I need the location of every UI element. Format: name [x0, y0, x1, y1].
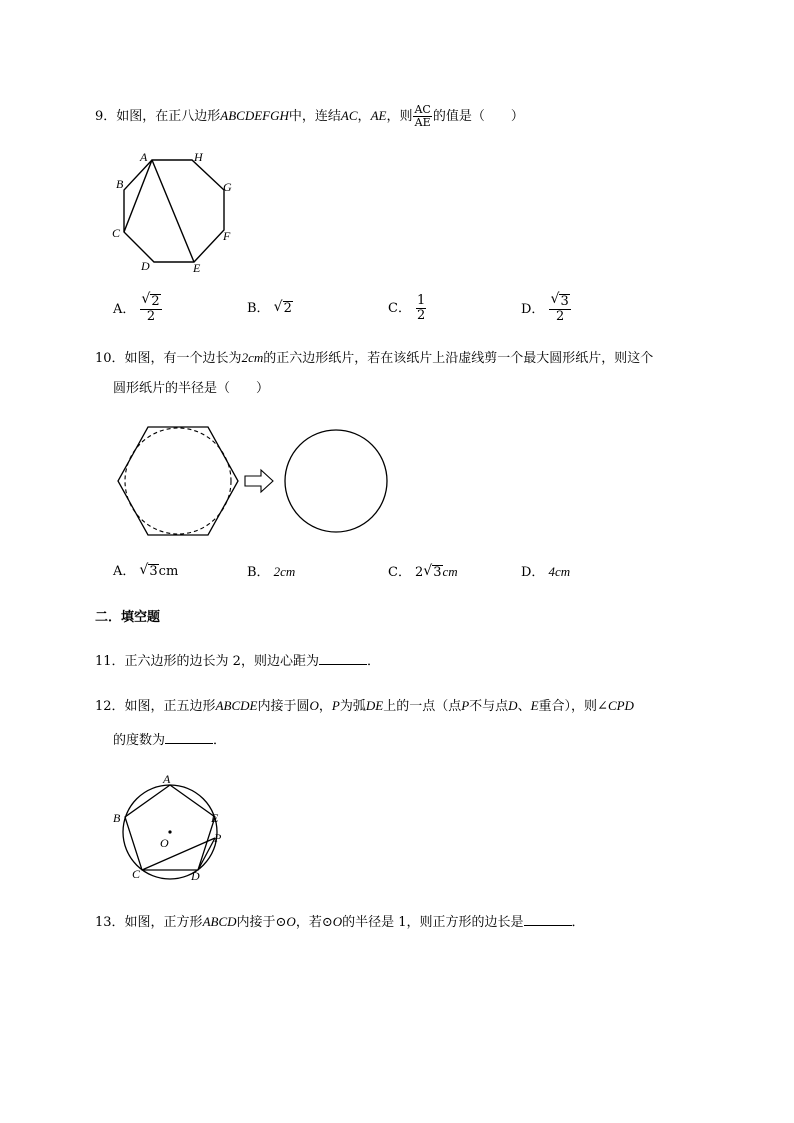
- q9-option-c[interactable]: C． $\frac{1}{2}$: [388, 293, 426, 323]
- octagon-shape: [124, 160, 224, 262]
- q10-option-c[interactable]: C． 2 √ 3cm: [388, 563, 458, 580]
- q9-ratio-fraction: $\frac{AC}{AE}$: [414, 103, 431, 129]
- label-c: C: [112, 226, 121, 240]
- label-b: B: [113, 811, 121, 825]
- pentagon-figure: [108, 770, 228, 890]
- q12-number: 12．: [95, 699, 125, 714]
- inscribed-dashed-circle: [125, 428, 231, 534]
- q13-number: 13．: [95, 915, 125, 930]
- label-p: P: [214, 831, 222, 845]
- label-h: H: [194, 150, 203, 164]
- q10-stem-line2: 圆形纸片的半径是（ ）: [113, 381, 270, 396]
- q9-option-b[interactable]: B． √ 2: [247, 299, 292, 316]
- hexagon-figure: [115, 425, 405, 545]
- q13-answer-blank[interactable]: [524, 913, 572, 926]
- center-point: [168, 830, 171, 833]
- label-d: D: [141, 259, 150, 273]
- q9-option-d[interactable]: D． √ 3 2: [521, 291, 569, 324]
- cut-circle: [285, 430, 387, 532]
- q11-number: 11．: [95, 654, 125, 669]
- label-f: F: [223, 229, 231, 243]
- segment-ae: [152, 160, 194, 262]
- label-c: C: [132, 867, 141, 881]
- label-a: A: [140, 150, 148, 164]
- q10-number: 10．: [95, 351, 125, 366]
- q11-stem: 11．正六边形的边长为 2，则边心距为 ．: [95, 654, 380, 669]
- q12-stem-line1: 12．如图，正五边形ABCDE内接于圆O，P为弧DE上的一点（点P不与点D、E重合），则∠CPD: [95, 698, 634, 714]
- octagon-figure: [108, 148, 248, 278]
- label-g: G: [223, 180, 232, 194]
- q10-option-b[interactable]: B． 2cm: [247, 564, 296, 580]
- label-o: O: [160, 836, 169, 850]
- q9-option-a[interactable]: A． √ 2 2: [113, 291, 160, 324]
- segment-ac: [124, 160, 152, 232]
- label-e: E: [193, 261, 201, 275]
- hexagon-shape: [118, 427, 238, 535]
- q11-answer-blank[interactable]: [319, 652, 367, 665]
- label-a: A: [163, 772, 171, 786]
- label-b: B: [116, 177, 124, 191]
- q12-answer-blank[interactable]: [165, 731, 213, 744]
- q13-stem: 13．如图，正方形ABCD内接于⊙O，若⊙O的半径是 1，则正方形的边长是 ．: [95, 914, 585, 930]
- label-e: E: [211, 811, 219, 825]
- arrow-right-icon: [245, 470, 273, 492]
- label-d: D: [191, 869, 200, 883]
- section-title-fill-blank: 二．填空题: [95, 610, 161, 625]
- q9-number: 9．: [95, 109, 117, 124]
- q10-stem-line1: 10．如图，有一个边长为2cm的正六边形纸片，若在该纸片上沿虚线剪一个最大圆形纸片，则这个: [95, 350, 654, 366]
- q12-stem-line2: 的度数为 ．: [113, 733, 227, 748]
- q10-option-d[interactable]: D． 4cm: [521, 564, 571, 580]
- q10-option-a[interactable]: A． √ 3cm: [113, 562, 179, 579]
- q9-stem: 9．如图，在正八边形ABCDEFGH中，连结AC，AE，则 $\frac{AC}{AE}$ 的值是（ ）: [95, 103, 524, 129]
